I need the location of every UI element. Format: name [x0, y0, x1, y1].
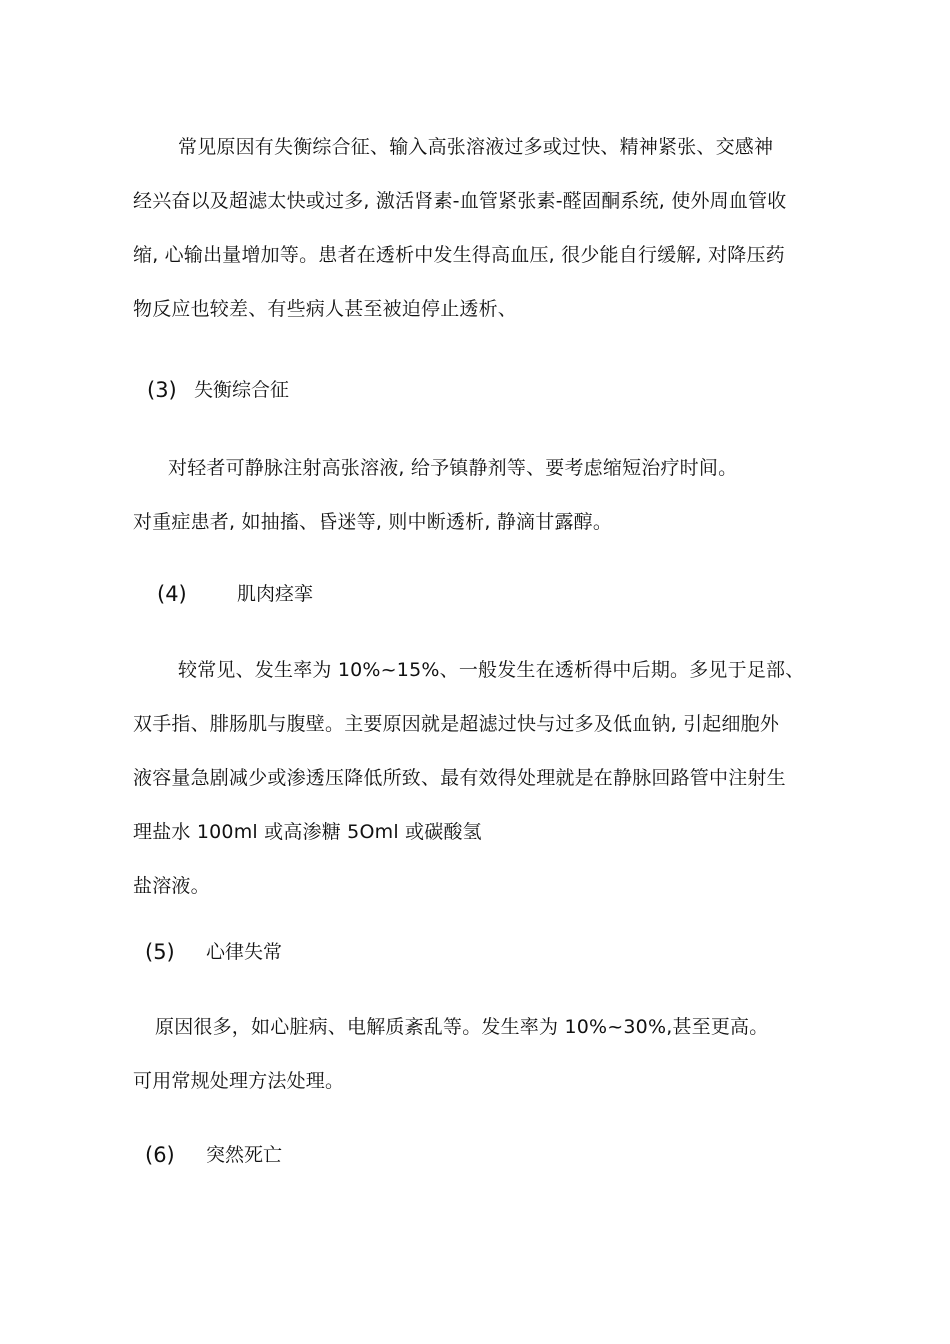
- section-number: (6): [145, 1143, 175, 1167]
- section-title: 心律失常: [206, 941, 283, 963]
- paragraph-line: 物反应也较差、有些病人甚至被迫停止透析、: [133, 298, 518, 320]
- paragraph-line: 理盐水 100ml 或高渗糖 5Oml 或碳酸氢: [133, 821, 482, 843]
- paragraph-line: 对重症患者, 如抽搐、昏迷等, 则中断透析, 静滴甘露醇。: [133, 511, 613, 533]
- section-number: (4): [157, 582, 187, 606]
- paragraph-line: 双手指、腓肠肌与腹壁。主要原因就是超滤过快与过多及低血钠, 引起细胞外: [133, 713, 780, 735]
- section-title: 失衡综合征: [194, 379, 290, 401]
- section-number: (5): [145, 940, 175, 964]
- paragraph-line: 盐溶液。: [133, 875, 210, 897]
- paragraph-line: 较常见、发生率为 10%~15%、一般发生在透析得中后期。多见于足部、: [178, 659, 805, 681]
- paragraph-line: 液容量急剧减少或渗透压降低所致、最有效得处理就是在静脉回路管中注射生: [133, 767, 786, 789]
- paragraph-line: 经兴奋以及超滤太快或过多, 激活肾素-血管紧张素-醛固酮系统, 使外周血管收: [133, 190, 787, 212]
- section-title: 肌肉痉挛: [237, 583, 314, 605]
- paragraph-line: 常见原因有失衡综合征、输入高张溶液过多或过快、精神紧张、交感神: [178, 136, 774, 158]
- paragraph-line: 对轻者可静脉注射高张溶液, 给予镇静剂等、要考虑缩短治疗时间。: [168, 457, 738, 479]
- section-title: 突然死亡: [206, 1144, 283, 1166]
- paragraph-line: 可用常规处理方法处理。: [133, 1070, 345, 1092]
- section-number: (3): [147, 378, 177, 402]
- paragraph-line: 缩, 心输出量增加等。患者在透析中发生得高血压, 很少能自行缓解, 对降压药: [133, 244, 785, 266]
- paragraph-line: 原因很多，如心脏病、电解质紊乱等。发生率为 10%~30%,甚至更高。: [155, 1016, 769, 1038]
